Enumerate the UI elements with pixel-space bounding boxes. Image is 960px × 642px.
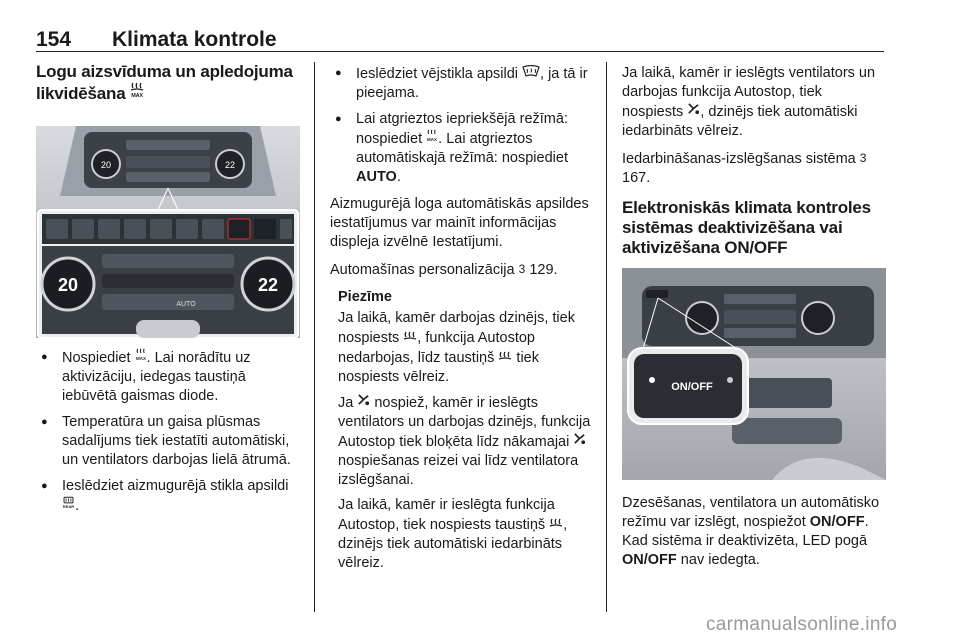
column-divider [314, 62, 315, 612]
onoff-button-label: ON/OFF [671, 381, 713, 393]
column-divider [606, 62, 607, 612]
fan-icon [573, 432, 586, 451]
list-item: ● Lai atgrieztos iepriekšējā režīmā: nospiediet MAX . Lai atgrieztos automātiskajā režīmā: nospiediet AUTO. [330, 110, 592, 187]
paragraph: Ja laikā, kamēr ir ieslēgts ventilators un darbojas funkcija Autostop, tiek nospiests , dzinējs tiek automātiski iedarbināts vēlreiz. [622, 65, 876, 139]
climate-panel-figure [36, 126, 300, 338]
svg-text:REAR: REAR [62, 504, 75, 509]
rear-window-heat-icon [62, 496, 75, 515]
reference-arrow-icon: 3 [518, 262, 526, 276]
zoom-left-temp: 20 [57, 275, 79, 295]
svg-text:MAX: MAX [427, 137, 438, 142]
svg-text:MAX: MAX [135, 356, 146, 361]
windshield-heat-icon [522, 64, 540, 83]
svg-text:MAX: MAX [131, 93, 143, 98]
note-box [330, 288, 592, 573]
max-defrost-icon [426, 129, 438, 148]
list-item: ● Temperatūra un gaisa plūsmas sadalījums tiek iestatīti automātiski, un ventilators darbojas lielā ātrumā. [36, 413, 300, 470]
note-title: Piezīme [338, 289, 392, 305]
page-header [36, 22, 884, 52]
max-defrost-icon [130, 82, 144, 104]
fan-icon [357, 393, 370, 412]
note-paragraph: Ja nospiež, kamēr ir ieslēgts ventilators un darbojas dzinējs, funkcija Autostop tiek bloķēta līdz nākamajai nospiešanas reizei vai līdz ventilatora izslēgšanai. [338, 395, 591, 488]
watermark: carmanualsonline.info [706, 614, 898, 635]
list-item: ● Ieslēdziet vējstikla apsildi , ja tā ir pieejama. [330, 64, 592, 103]
max-defrost-icon [403, 328, 417, 347]
paragraph: Automašīnas personalizācija 3 129. [330, 262, 558, 278]
note-paragraph: Ja laikā, kamēr ir ieslēgta funkcija Autostop, tiek nospiests taustiņš , dzinējs tiek automātiski iedarbināts vēlreiz. [338, 497, 568, 571]
max-defrost-icon [135, 348, 147, 367]
column-3 [622, 62, 886, 570]
max-defrost-icon [498, 348, 512, 367]
zoom-right-temp: 22 [257, 275, 279, 295]
paragraph: Dzesēšanas, ventilatora un automātisko režīmu var izslēgt, nospiežot ON/OFF. Kad sistēma ir deaktivizēta, LED pogā ON/OFF nav iedegta. [622, 495, 880, 568]
paragraph: Iedarbināšanas-izslēgšanas sistēma 3 167. [622, 151, 867, 186]
small-left-temp: 20 [100, 160, 112, 170]
column-1 [36, 62, 300, 516]
chapter-title: Klimata kontrole [112, 28, 277, 51]
onoff-button-figure [622, 268, 886, 480]
section-heading: Elektroniskās klimata kontroles sistēmas deaktivizēšana vai aktivizēšana ON/OFF [622, 198, 871, 257]
list-item: ● Ieslēdziet aizmugurējā stikla apsildi REAR . [36, 477, 300, 516]
page-number: 154 [36, 28, 72, 51]
reference-arrow-icon: 3 [859, 151, 867, 165]
section-heading: Logu aizsvīduma un apledojuma likvidēšana MAX [36, 62, 293, 103]
max-defrost-icon [549, 515, 563, 534]
column-2 [330, 62, 592, 573]
zoom-auto-label: AUTO [176, 301, 196, 308]
small-right-temp: 22 [224, 160, 236, 170]
list-item: ● Nospiediet MAX . Lai norādītu uz aktivizāciju, iedegas taustiņā iebūvētā gaismas diode. [36, 348, 300, 406]
note-paragraph: Ja laikā, kamēr darbojas dzinējs, tiek nospiests , funkcija Autostop nedarbojas, līdz taustiņš tiek nospiests vēlreiz. [338, 310, 575, 385]
fan-icon [687, 102, 700, 121]
paragraph: Aizmugurējā loga automātiskās apsildes iestatījumus var mainīt informācijas displeja izvēlnē Iestatījumi. [330, 196, 589, 250]
